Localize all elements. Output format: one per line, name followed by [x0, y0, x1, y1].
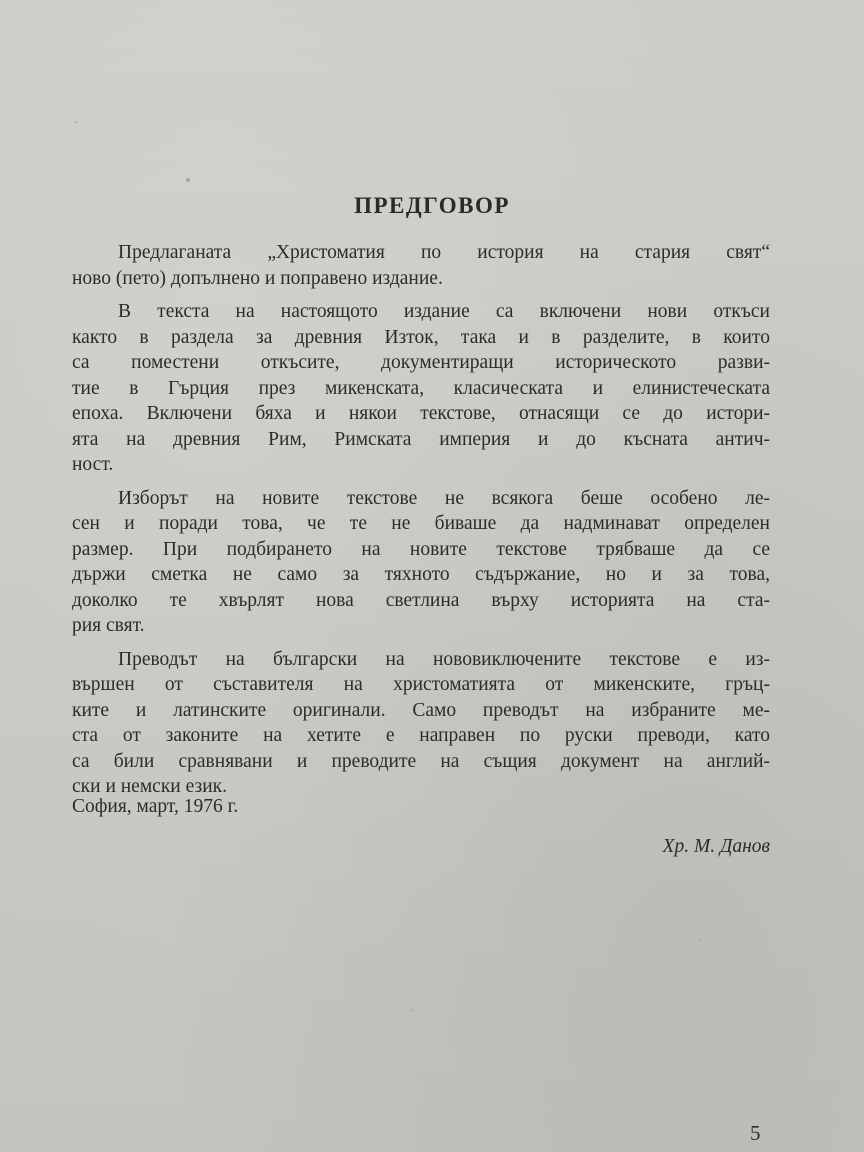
- text-line: доколко те хвърлят нова светлина върху историята на ста-: [72, 589, 770, 611]
- preface-body: [72, 240, 770, 808]
- text-line: ски и немски език.: [72, 776, 228, 797]
- page-title: ПРЕДГОВОР: [354, 193, 510, 218]
- text-line: рия свят.: [72, 615, 145, 636]
- paragraph: [72, 647, 770, 800]
- text-line: както в раздела за древния Изток, така и в разделите, в които: [72, 326, 770, 348]
- paragraph: [72, 299, 770, 478]
- text-line: са поместени откъсите, документиращи историческото разви-: [72, 352, 770, 373]
- text-line: ките и латинските оригинали. Само преводът на избраните ме-: [72, 699, 770, 721]
- text-line: са били сравнявани и преводите на същия документ на англий-: [72, 750, 770, 772]
- text-line: ново (пето) допълнено и поправено издание.: [72, 267, 443, 289]
- page-number: 5: [750, 1121, 761, 1145]
- paragraph: [72, 240, 770, 291]
- text-line: държи сметка не само за тяхното съдържание, но и за това,: [72, 564, 770, 585]
- text-line: ста от законите на хетите е направен по руски преводи, като: [72, 725, 770, 746]
- paragraph: [72, 486, 770, 639]
- text-line: ята на древния Рим, Римската империя и до късната антич-: [72, 428, 770, 450]
- text-line: епоха. Включени бяха и някои текстове, отнасящи се до истори-: [72, 403, 770, 424]
- text-line: Предлаганата „Христоматия по история на стария свят“: [118, 242, 770, 263]
- text-line: Преводът на български на нововиключените текстове е из-: [118, 648, 770, 670]
- text-line: размер. При подбирането на новите текстове трябваше да се: [72, 538, 770, 560]
- text-line: ност.: [72, 454, 114, 475]
- text-line: вършен от съставителя на христоматията от микенските, гръц-: [72, 674, 770, 695]
- author-signature: Хр. М. Данов: [662, 836, 770, 857]
- text-line: В текста на настоящото издание са включени нови откъси: [118, 301, 770, 322]
- text-line: сен и поради това, че те не биваше да надминават определен: [72, 513, 770, 534]
- place-and-date: София, март, 1976 г.: [72, 796, 239, 817]
- text-line: тие в Гърция през микенската, класическата и елинистеческата: [72, 377, 770, 399]
- text-line: Изборът на новите текстове не всякога беше особено ле-: [118, 487, 770, 509]
